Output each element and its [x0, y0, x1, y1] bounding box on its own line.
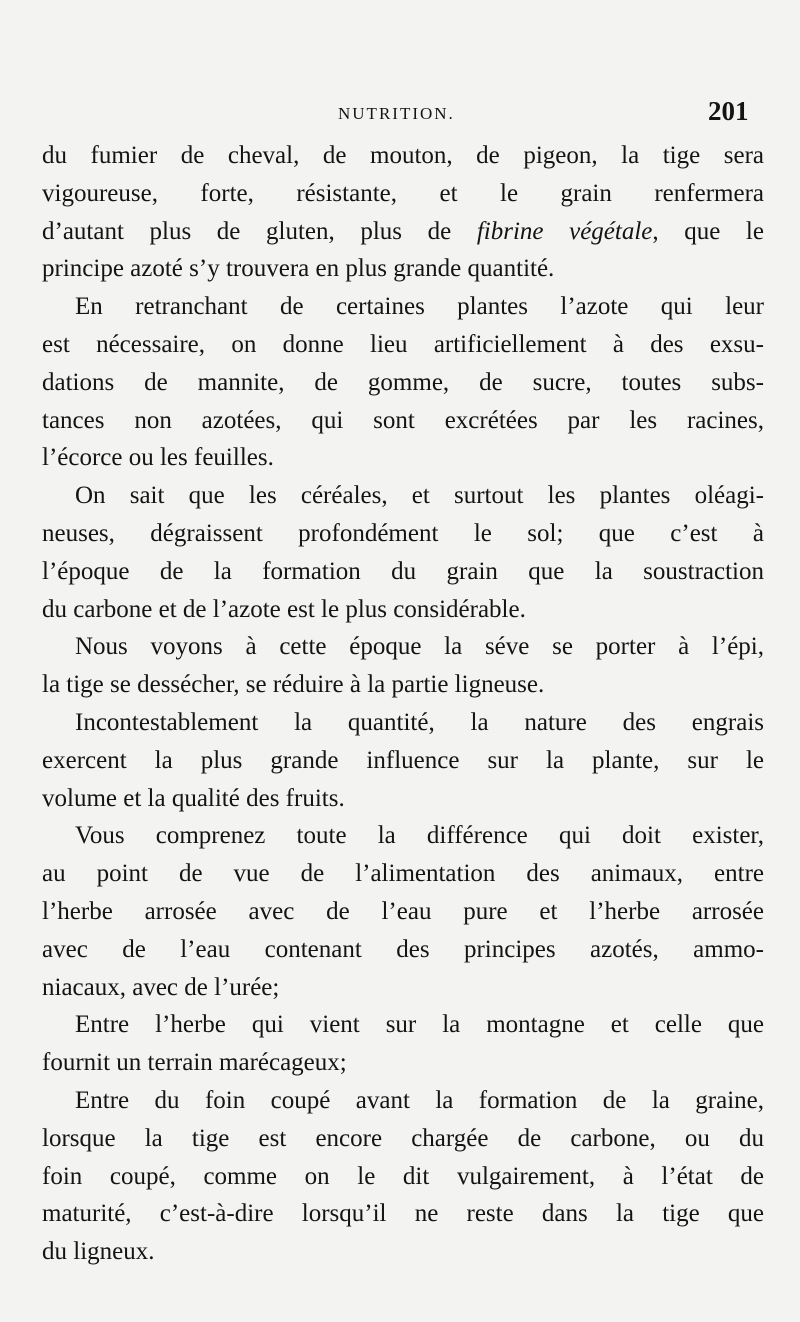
text-line: du ligneux. [42, 1238, 155, 1266]
text-line: la tige se dessécher, se réduire à la partie ligneuse. [42, 671, 545, 699]
text-line: est nécessaire, on donne lieu artificiellement à des exsu- [42, 330, 764, 358]
text-line: du fumier de cheval, de mouton, de pigeon, la tige sera [42, 142, 764, 169]
text-segment: , que le [652, 217, 764, 245]
text-line [42, 213, 764, 251]
text-segment: d’autant plus de gluten, plus de [42, 217, 477, 245]
text-line: l’herbe arrosée avec de l’eau pure et l’herbe arrosée [42, 897, 764, 925]
text-line: avec de l’eau contenant des principes azotés, ammo- [42, 935, 764, 963]
italic-term: fibrine végétale [476, 217, 653, 245]
text-line: Nous voyons à cette époque la séve se porter à l’épi, [75, 633, 764, 661]
text-line: dations de mannite, de gomme, de sucre, toutes subs- [42, 368, 764, 396]
text-line: Entre du foin coupé avant la formation de la graine, [75, 1086, 764, 1114]
text-line: l’écorce ou les feuilles. [42, 444, 274, 472]
text-line: exercent la plus grande influence sur la plante, sur le [42, 746, 764, 774]
text-line: En retranchant de certaines plantes l’azote qui leur [75, 293, 764, 321]
text-line: au point de vue de l’alimentation des animaux, entre [42, 860, 764, 888]
text-line: Incontestablement la quantité, la nature des engrais [75, 708, 764, 736]
text-line: foin coupé, comme on le dit vulgairement, à l’état de [42, 1162, 764, 1190]
text-line: fournit un terrain marécageux; [42, 1049, 347, 1077]
text-line: l’époque de la formation du grain que la soustraction [42, 557, 764, 585]
page-number: 201 [708, 96, 749, 126]
text-line: du carbone et de l’azote est le plus considérable. [42, 595, 526, 623]
text-line: volume et la qualité des fruits. [42, 784, 345, 812]
text-line: Entre l’herbe qui vient sur la montagne et celle que [75, 1011, 764, 1039]
text-line: Vous comprenez toute la différence qui doit exister, [75, 822, 764, 850]
text-line: lorsque la tige est encore chargée de carbone, ou du [42, 1124, 764, 1152]
running-head: NUTRITION. [338, 104, 455, 123]
body-text [42, 137, 764, 1271]
text-line: maturité, c’est-à-dire lorsqu’il ne reste dans la tige que [42, 1200, 764, 1228]
text-line: principe azoté s’y trouvera en plus grande quantité. [42, 255, 555, 283]
text-line: vigoureuse, forte, résistante, et le grain renfermera [42, 179, 764, 207]
page-header [0, 96, 800, 136]
text-line: tances non azotées, qui sont excrétées par les racines, [42, 406, 764, 434]
text-line: niacaux, avec de l’urée; [42, 973, 280, 1001]
text-line: neuses, dégraissent profondément le sol; que c’est à [42, 519, 764, 547]
text-line: On sait que les céréales, et surtout les plantes oléagi- [75, 482, 764, 510]
